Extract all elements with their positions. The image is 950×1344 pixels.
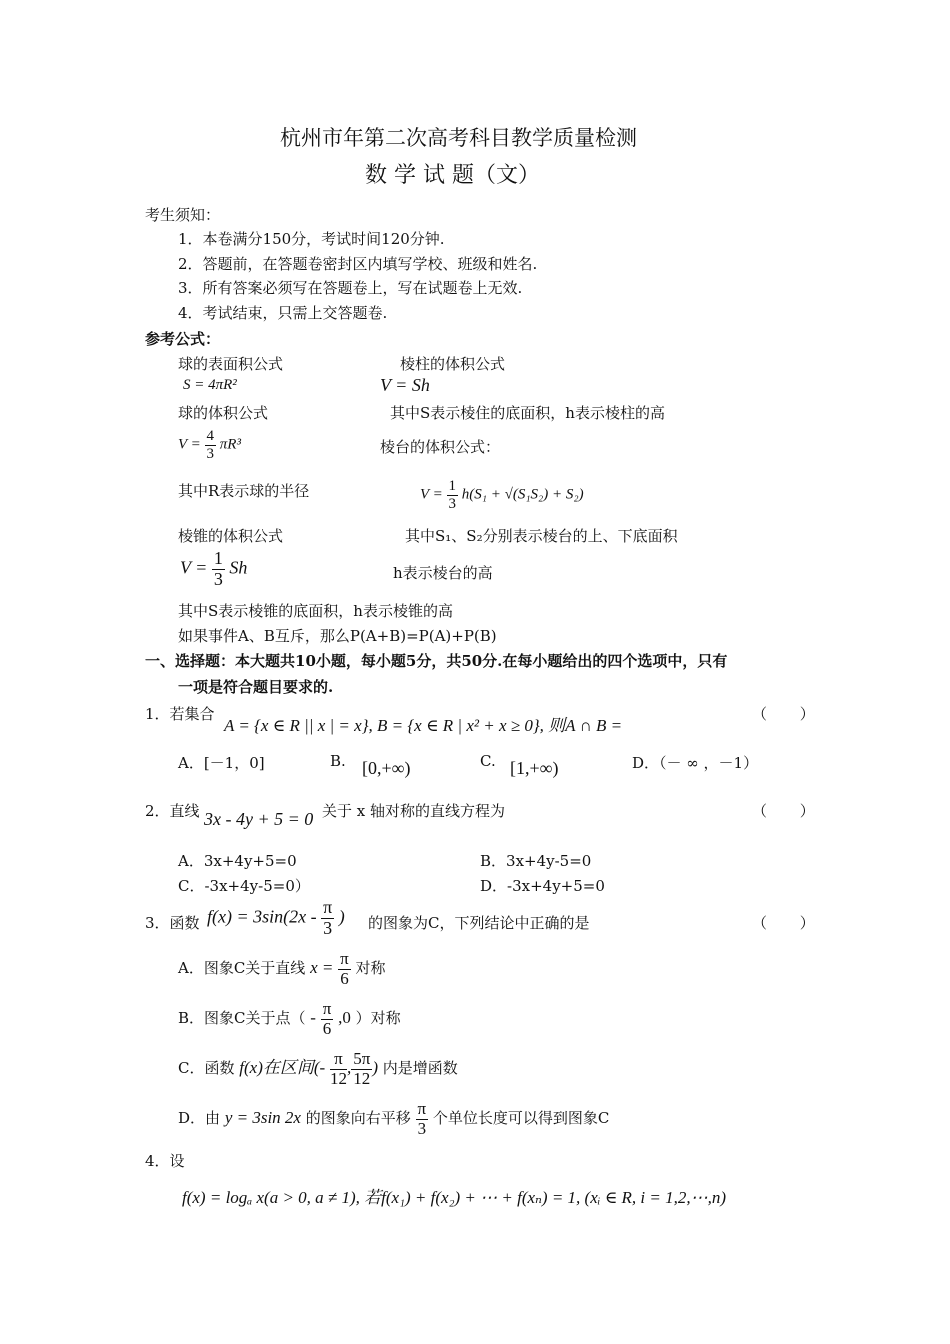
pyramid-prefix: V = bbox=[180, 557, 208, 578]
pyramid-formula bbox=[180, 549, 247, 590]
q3-c-math: f(x)在区间(- bbox=[239, 1058, 326, 1078]
q3-c-comma: , bbox=[346, 1058, 352, 1078]
q3-d-suffix: 个单位长度可以得到图象C bbox=[432, 1109, 610, 1128]
section1-line2: 一项是符合题目要求的. bbox=[178, 678, 334, 696]
q1-option-b: [0,+∞) bbox=[362, 758, 411, 778]
q3-c-close: ) bbox=[372, 1058, 378, 1078]
q3-fraction bbox=[321, 898, 334, 939]
fraction-denominator: 3 bbox=[448, 495, 457, 512]
q1-answer-paren: （ ） bbox=[752, 705, 829, 723]
fraction-denominator: 6 bbox=[340, 968, 349, 988]
prism-label: 棱柱的体积公式 bbox=[400, 355, 506, 373]
sphere-volume-fraction bbox=[205, 428, 217, 462]
q4-expression: f(x) = logₐ x(a > 0, a ≠ 1), 若f(x₁) + f(x₂) + ⋯ + f(xₙ) = 1, (xᵢ ∈ R, i = 1,2,⋯,n) bbox=[182, 1188, 727, 1207]
sphere-volume-label: 球的体积公式 bbox=[178, 404, 269, 422]
q3-option-d bbox=[178, 1100, 609, 1138]
q3-c-fraction-1 bbox=[330, 1050, 347, 1088]
q3-d-prefix: D．由 bbox=[178, 1109, 221, 1128]
prism-formula: V = Sh bbox=[380, 375, 430, 395]
sphere-volume-prefix: V = bbox=[178, 436, 201, 453]
sphere-volume-suffix: πR³ bbox=[219, 436, 241, 453]
formulas-heading: 参考公式： bbox=[145, 330, 221, 348]
q2-option-b: B．3x+4y-5=0 bbox=[480, 852, 592, 870]
q1-option-b-label: B. bbox=[330, 752, 346, 770]
frustum-fraction bbox=[447, 478, 459, 512]
q3-expr-suffix: ) bbox=[338, 906, 345, 927]
sphere-note: 其中R表示球的半径 bbox=[178, 482, 310, 500]
notice-item-2: 2．答题前，在答题卷密封区内填写学校、班级和姓名. bbox=[178, 255, 538, 273]
fraction-denominator: 12 bbox=[353, 1068, 371, 1088]
sphere-volume-formula bbox=[178, 428, 241, 462]
q3-b-suffix-math: ,0 bbox=[338, 1008, 351, 1028]
q3-a-math: x = bbox=[310, 958, 334, 978]
fraction-denominator: 6 bbox=[322, 1018, 332, 1038]
q2-option-c: C．-3x+4y-5=0） bbox=[178, 877, 310, 895]
sphere-area-formula: S = 4πR² bbox=[183, 377, 237, 393]
frustum-h-note: h表示棱台的高 bbox=[393, 564, 493, 582]
q3-answer-paren: （ ） bbox=[752, 914, 829, 932]
exam-title: 杭州市年第二次高考科目教学质量检测 bbox=[280, 126, 637, 150]
q3-option-c bbox=[178, 1050, 458, 1088]
pyramid-label: 棱锥的体积公式 bbox=[178, 527, 284, 545]
q4-label: 4．设 bbox=[145, 1152, 185, 1170]
prism-note: 其中S表示棱住的底面积，h表示棱柱的高 bbox=[390, 404, 665, 422]
fraction-denominator: 3 bbox=[213, 568, 223, 589]
q3-a-prefix: A．图象C关于直线 bbox=[178, 959, 306, 978]
frustum-note: 其中S₁、S₂分别表示棱台的上、下底面积 bbox=[405, 527, 678, 545]
q3-d-text: 的图象向右平移 bbox=[305, 1109, 411, 1128]
q3-b-suffix: ）对称 bbox=[355, 1009, 401, 1028]
fraction-numerator: π bbox=[330, 1050, 347, 1070]
notice-heading: 考生须知： bbox=[145, 206, 221, 224]
notice-item-3: 3．所有答案必须写在答题卷上，写在试题卷上无效. bbox=[178, 279, 523, 297]
fraction-numerator: 5π bbox=[353, 1049, 371, 1068]
q3-b-math: - bbox=[310, 1008, 316, 1028]
q2-option-a: A．3x+4y+5=0 bbox=[178, 852, 297, 870]
fraction-numerator: π bbox=[323, 897, 333, 917]
q1-option-c: [1,+∞) bbox=[510, 758, 559, 778]
pyramid-fraction bbox=[212, 549, 225, 590]
pyramid-suffix: Sh bbox=[229, 557, 248, 578]
pyramid-note: 其中S表示棱锥的底面积，h表示棱锥的高 bbox=[178, 602, 453, 620]
frustum-label: 棱台的体积公式： bbox=[380, 438, 501, 456]
q3-text: 的图象为C，下列结论中正确的是 bbox=[368, 914, 590, 932]
frustum-formula bbox=[420, 478, 584, 512]
section1-line1: 一、选择题：本大题共10小题，每小题5分，共50分.在每小题给出的四个选项中，只有 bbox=[145, 652, 728, 670]
exam-subtitle: 数 学 试 题（文） bbox=[365, 163, 540, 188]
q3-b-prefix: B．图象C关于点（ bbox=[178, 1009, 306, 1028]
q1-option-c-label: C. bbox=[480, 752, 496, 770]
q2-label: 2．直线 bbox=[145, 802, 200, 820]
q3-expr-prefix: f(x) = 3sin(2x - bbox=[207, 906, 317, 927]
q3-c-prefix: C．函数 bbox=[178, 1059, 235, 1078]
events-note: 如果事件A、B互斥，那么P(A+B)=P(A)+P(B) bbox=[178, 627, 497, 645]
q2-option-d: D．-3x+4y+5=0 bbox=[480, 877, 605, 895]
notice-item-4: 4．考试结束，只需上交答题卷. bbox=[178, 304, 388, 322]
q3-option-b bbox=[178, 1000, 401, 1038]
fraction-numerator: π bbox=[322, 999, 332, 1018]
fraction-numerator: π bbox=[340, 949, 349, 968]
q1-label: 1．若集合 bbox=[145, 705, 215, 723]
fraction-denominator: 3 bbox=[206, 445, 215, 462]
q3-c-suffix: 内是增函数 bbox=[382, 1059, 458, 1078]
fraction-numerator: 4 bbox=[206, 428, 215, 444]
fraction-numerator: 1 bbox=[448, 478, 457, 494]
q3-b-fraction bbox=[321, 1000, 334, 1038]
frustum-prefix: V = bbox=[420, 486, 443, 503]
q3-label: 3．函数 bbox=[145, 914, 200, 932]
fraction-numerator: 1 bbox=[213, 548, 223, 568]
fraction-numerator: π bbox=[417, 1099, 427, 1118]
q3-c-fraction-2 bbox=[351, 1050, 372, 1088]
q3-d-fraction bbox=[416, 1100, 429, 1138]
q3-expression bbox=[207, 898, 345, 939]
fraction-denominator: 3 bbox=[323, 917, 333, 938]
sphere-area-label: 球的表面积公式 bbox=[178, 355, 284, 373]
fraction-denominator: 3 bbox=[417, 1118, 427, 1138]
q2-text: 关于 x 轴对称的直线方程为 bbox=[322, 802, 505, 820]
notice-item-1: 1．本卷满分150分，考试时间120分钟. bbox=[178, 230, 445, 248]
q1-option-d: D．（－ ∞ ，－1） bbox=[632, 754, 759, 772]
q2-answer-paren: （ ） bbox=[752, 802, 829, 820]
q3-a-suffix: 对称 bbox=[355, 959, 386, 978]
fraction-denominator: 12 bbox=[329, 1068, 347, 1088]
frustum-suffix: h(S₁ + √(S₁S₂) + S₂) bbox=[461, 486, 584, 503]
q3-option-a bbox=[178, 950, 386, 988]
q3-d-math: y = 3sin 2x bbox=[224, 1108, 301, 1128]
q1-expression: A = {x ∈ R || x | = x}, B = {x ∈ R | x² + x ≥ 0}, 则A ∩ B = bbox=[224, 716, 623, 735]
q1-option-a: A．[－1，0] bbox=[178, 754, 265, 772]
q3-a-fraction bbox=[338, 950, 351, 988]
q2-expression: 3x - 4y + 5 = 0 bbox=[204, 809, 314, 829]
